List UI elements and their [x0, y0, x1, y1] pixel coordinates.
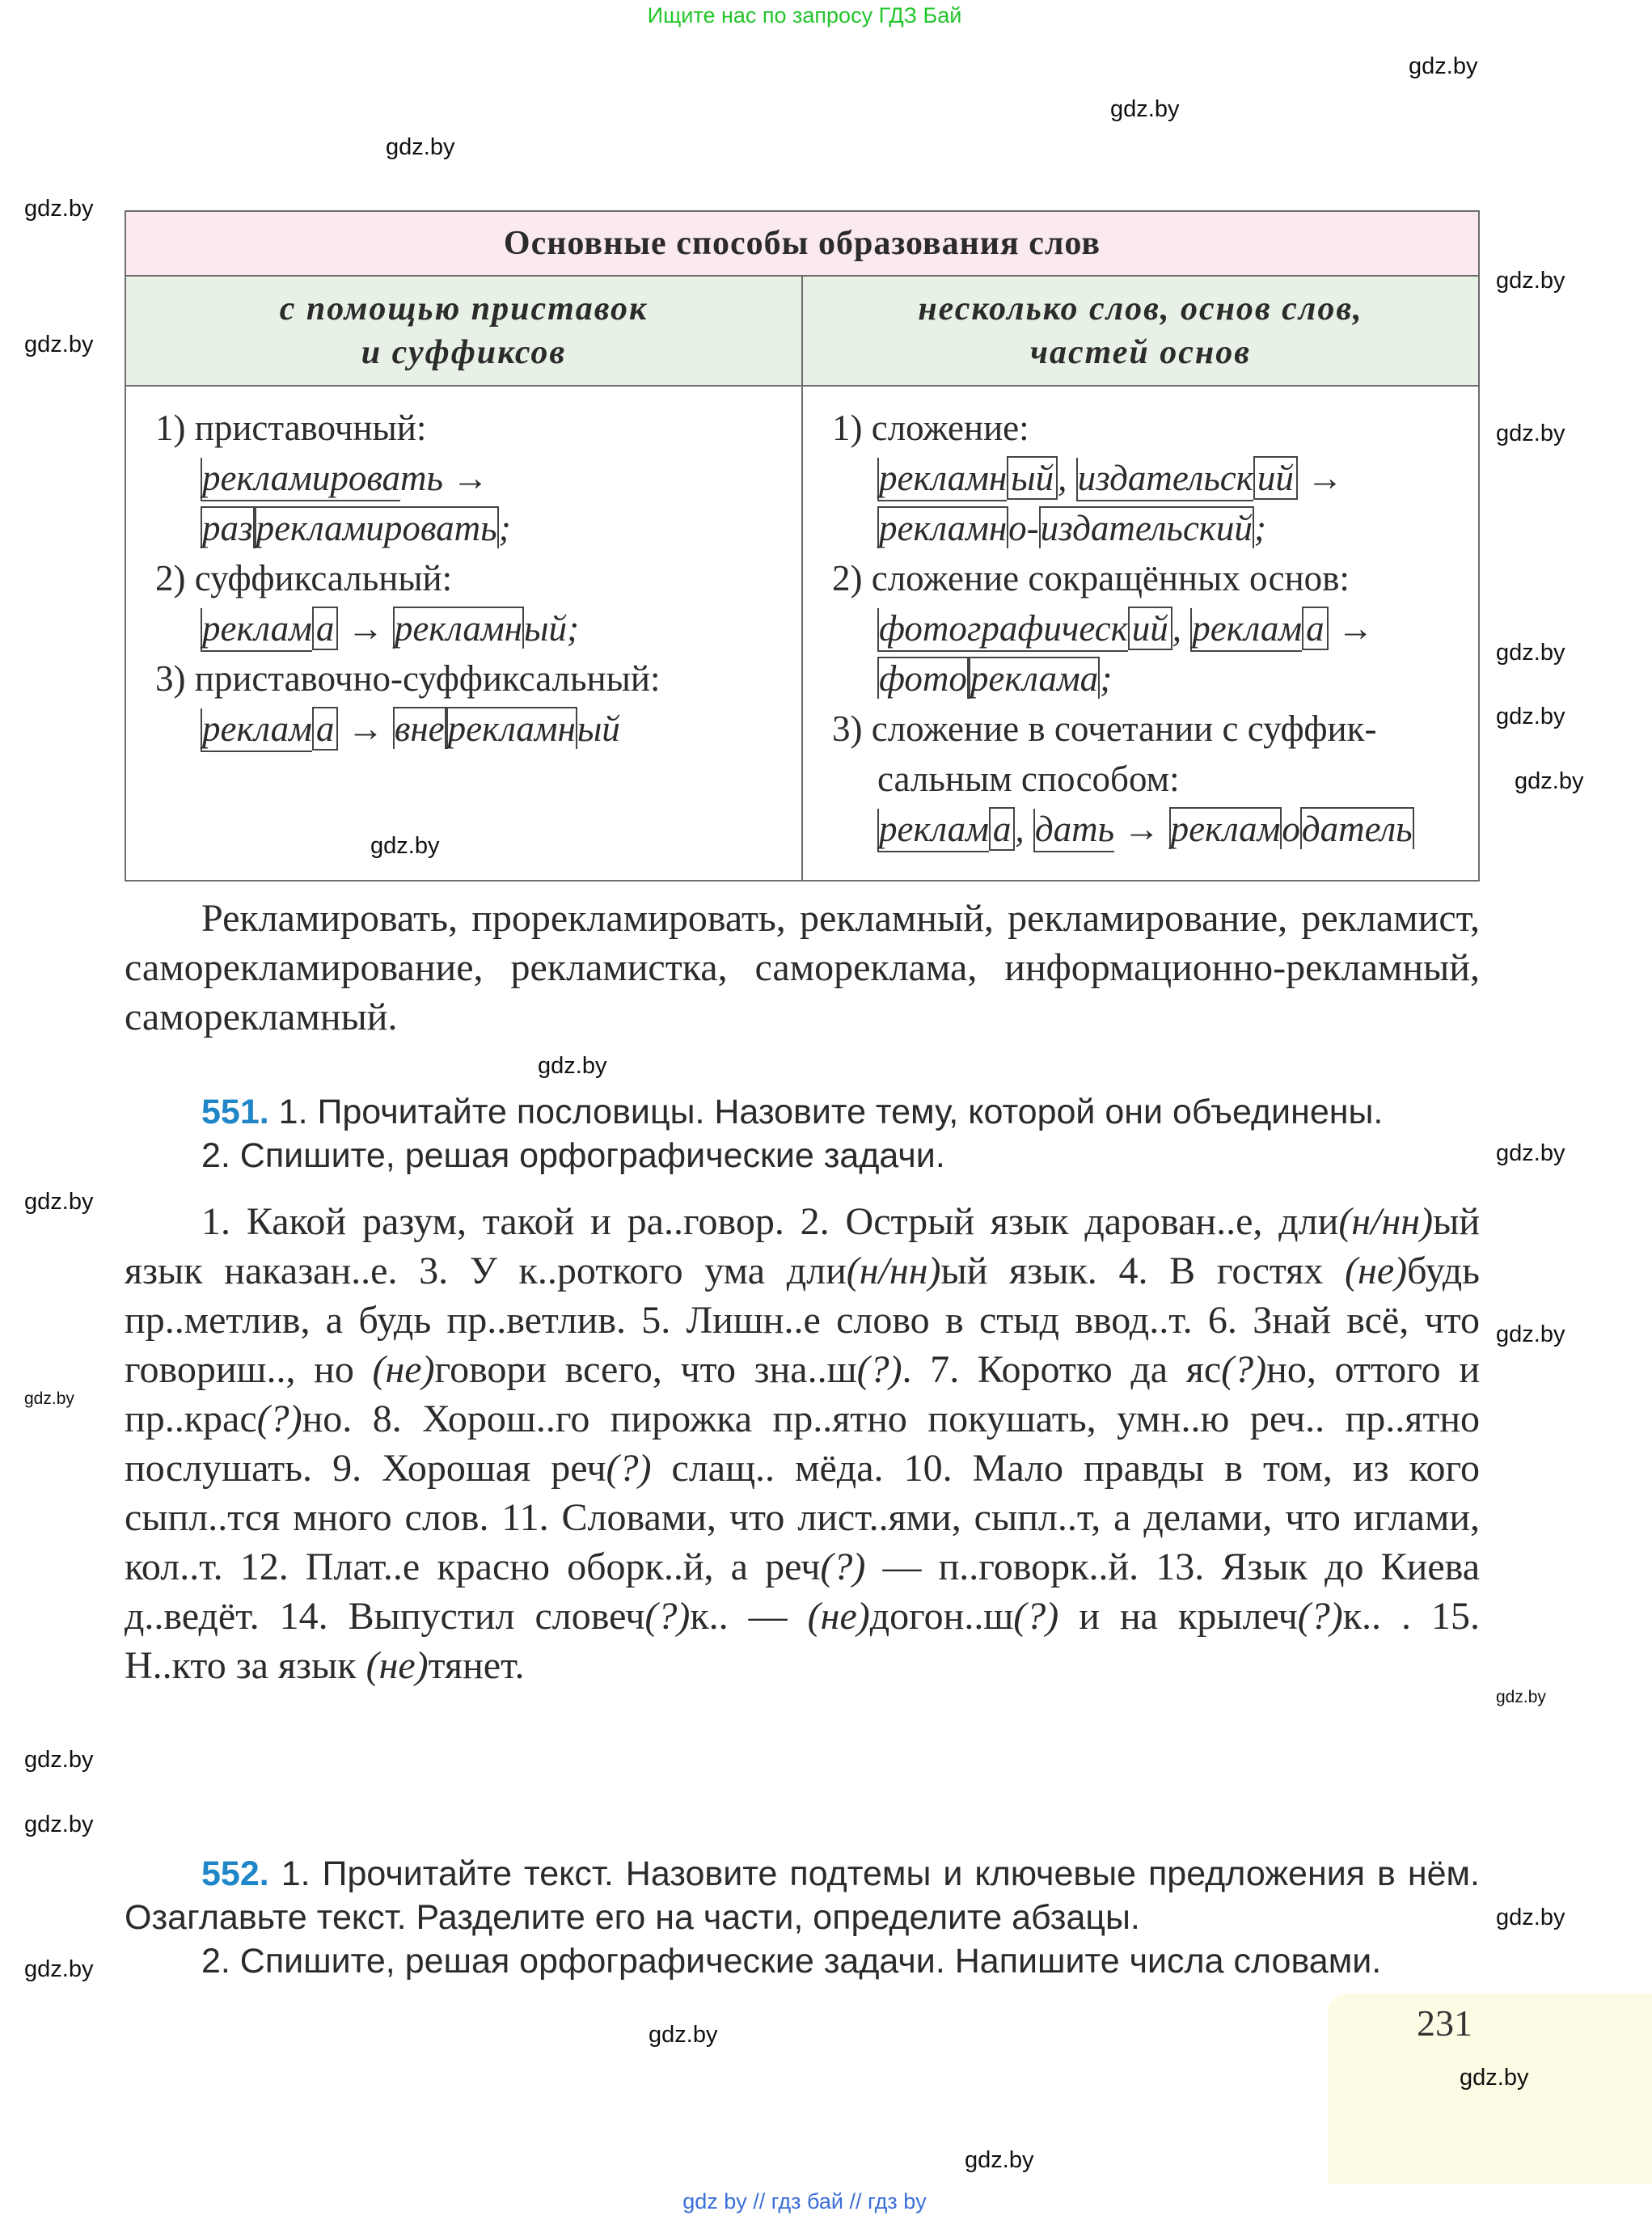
proverb-text: слащ.. мёда. 10. Мало правды в том, из кого сыпл..тся много слов. 11. Словами, что лист..ями, сыпл..т, а делами, что иглами, кол..т. 12. Плат..е красно оборк..й, а реч [125, 1447, 1480, 1588]
example-text: ; [1253, 508, 1266, 548]
example-text: , [1172, 608, 1191, 649]
example-text: ый [577, 708, 620, 749]
example-line [832, 653, 1478, 704]
watermark: gdz.by [1496, 268, 1565, 294]
proverb-text: . 7. Коротко да яс [902, 1348, 1222, 1391]
spelling-hint: (?) [256, 1397, 302, 1440]
example-text: , [1015, 809, 1033, 849]
method-label: 3) приставочно-суффиксальный: [155, 658, 661, 699]
proverb-text: догон..ш [869, 1595, 1014, 1638]
word-base: издательск [1076, 458, 1253, 501]
spelling-hint: (?) [1013, 1595, 1059, 1638]
ending-box: ий [1253, 456, 1298, 500]
example-text: о [1282, 809, 1300, 849]
morpheme-mark: рекламн [394, 608, 522, 649]
spelling-hint: (?) [644, 1595, 691, 1638]
ending-box: а [989, 807, 1016, 851]
proverb-text: к.. . 15. Н..кто за язык [125, 1595, 1481, 1687]
watermark: gdz.by [1496, 1905, 1565, 1930]
method-label: 1) сложение: [832, 408, 1029, 448]
exercise-number: 552. [201, 1854, 269, 1893]
method-label: 2) суффиксальный: [155, 558, 453, 598]
watermark: gdz.by [538, 1053, 607, 1079]
watermark: gdz.by [24, 1956, 94, 1982]
header-line: с помощью приставок [279, 290, 649, 328]
proverb-text: будь пр..метлив, а будь пр..ветлив. 5. Лишн..е слово в стыд ввод..т. 6. Знай всё, что говориш.., но [125, 1249, 1481, 1391]
proverb-text: ый язык. 4. В гостях [940, 1249, 1346, 1292]
ending-box: а [312, 607, 339, 650]
example-text: ; [1100, 658, 1113, 699]
table-title: Основные способы образования слов [125, 211, 1479, 276]
morpheme-mark: реклам [1170, 809, 1281, 849]
header-line: частей основ [1029, 334, 1252, 371]
example-text: ть [400, 458, 444, 498]
ending-box: ий [1128, 607, 1172, 650]
footer-links[interactable]: gdz by // гдз бай // гдз by [682, 2189, 927, 2213]
example-text: → [443, 458, 489, 498]
example-text: о- [1008, 508, 1039, 548]
word-base: реклам [201, 708, 312, 752]
word-base: фотографическ [877, 608, 1128, 652]
proverb-text: говори всего, что зна..ш [434, 1348, 857, 1391]
example-line [832, 453, 1478, 503]
watermark: gdz.by [24, 332, 94, 357]
watermark: gdz.by [24, 1389, 74, 1408]
proverb-text: 1. Какой разум, такой и ра..говор. 2. Острый язык дарован..е, дли [201, 1200, 1339, 1243]
method-label: 2) сложение сокращённых основ: [832, 558, 1350, 598]
exercise-551-task [125, 1090, 1480, 1178]
proverb-text: но. 8. Хорош..го пирожка пр..ятно покушать, умн..ю реч.. пр..ятно послушать. 9. Хорошая реч [125, 1397, 1480, 1490]
word-base: реклам [1190, 608, 1302, 652]
watermark: gdz.by [1496, 1688, 1546, 1706]
spelling-hint: (?) [1297, 1595, 1343, 1638]
example-text: → [338, 608, 393, 649]
example-text: , [1058, 458, 1076, 498]
col-header-affixes [125, 276, 802, 386]
proverb-text: к.. — [690, 1595, 808, 1638]
morpheme-mark: фото [879, 658, 967, 699]
watermark: gdz.by [965, 2147, 1034, 2173]
watermark: gdz.by [1496, 704, 1565, 729]
example-text: ; [498, 508, 511, 548]
watermark: gdz.by [1460, 2065, 1529, 2091]
spelling-hint: (?) [820, 1545, 866, 1588]
spelling-hint: (н/нн) [1338, 1200, 1434, 1243]
watermark: gdz.by [24, 1189, 94, 1215]
example-line [832, 804, 1478, 854]
watermark: gdz.by [24, 1812, 94, 1837]
spelling-hint: (не) [807, 1595, 870, 1638]
spelling-hint: (н/нн) [846, 1249, 941, 1292]
watermark: gdz.by [1496, 640, 1565, 666]
word-base: реклам [201, 608, 312, 652]
word-base: рекламн [877, 458, 1007, 501]
morpheme-mark: раз [202, 508, 253, 548]
watermark: gdz.by [1515, 768, 1584, 794]
watermark: gdz.by [386, 134, 455, 160]
word-base: рекламирова [201, 458, 400, 501]
method-label: 1) приставочный: [155, 408, 427, 448]
spelling-hint: (не) [372, 1348, 435, 1391]
header-line: несколько слов, основ слов, [918, 290, 1363, 328]
proverbs-text [125, 1197, 1480, 1690]
morpheme-mark: реклама [970, 658, 1099, 699]
watermark: gdz.by [1496, 1321, 1565, 1347]
method-label: сальным способом: [877, 759, 1180, 799]
compounding-methods [802, 386, 1479, 881]
example-line [155, 503, 801, 553]
watermark: gdz.by [1496, 1140, 1565, 1166]
header-line: и суффиксов [361, 334, 567, 371]
morpheme-mark: рекламн [447, 708, 576, 749]
spelling-hint: (?) [856, 1348, 902, 1391]
example-text: → [1328, 608, 1374, 649]
example-text: → [338, 708, 393, 749]
col-header-compounding [802, 276, 1479, 386]
exercise-number: 551. [201, 1093, 269, 1131]
proverb-text: но, оттого и пр..крас [125, 1348, 1481, 1440]
proverb-text: тянет. [428, 1644, 525, 1687]
example-line [832, 503, 1478, 553]
search-banner[interactable]: Ищите нас по запросу ГДЗ Бай [647, 3, 962, 27]
watermark: gdz.by [1496, 421, 1565, 446]
example-line [832, 603, 1478, 653]
word-base: дать [1033, 809, 1114, 852]
spelling-hint: (?) [1221, 1348, 1267, 1391]
word-formation-table [125, 210, 1480, 882]
example-text: ый; [523, 608, 579, 649]
task-text: 2. Спишите, решая орфографические задачи. [201, 1136, 945, 1175]
example-line [155, 704, 801, 754]
proverb-text: и на крылеч [1058, 1595, 1298, 1638]
ending-box: а [1302, 607, 1329, 650]
affixation-methods [125, 386, 802, 881]
watermark: gdz.by [24, 196, 94, 222]
watermark: gdz.by [370, 833, 440, 859]
morpheme-mark: рекламн [879, 508, 1008, 548]
spelling-hint: (не) [365, 1644, 429, 1687]
task-text: 2. Спишите, решая орфографические задачи. Напишите числа словами. [201, 1942, 1382, 1981]
ending-box: а [312, 707, 339, 750]
morpheme-mark: датель [1301, 809, 1413, 849]
example-line [155, 603, 801, 653]
morpheme-mark: вне [394, 708, 445, 749]
word-list: Рекламировать, прорекламировать, рекламный, рекламирование, рекламист, саморекламирование, рекламистка, самореклама, информационно-рекламный, саморекламный. [125, 897, 1480, 1038]
watermark: gdz.by [1110, 96, 1180, 122]
task-text: 1. Прочитайте текст. Назовите подтемы и ключевые предложения в нём. Озаглавьте текст. Разделите его на части, определите абзацы. [125, 1854, 1480, 1937]
page-number: 231 [1417, 2002, 1472, 2044]
example-line [155, 453, 801, 503]
spelling-hint: (не) [1345, 1249, 1408, 1292]
watermark: gdz.by [649, 2022, 718, 2048]
ending-box: ый [1007, 456, 1058, 500]
watermark: gdz.by [1409, 53, 1478, 79]
morpheme-mark: издательский [1040, 508, 1253, 548]
word-base: реклам [877, 809, 989, 852]
task-text: 1. Прочитайте пословицы. Назовите тему, которой они объединены. [268, 1093, 1384, 1131]
example-text: → [1297, 458, 1344, 498]
proverb-text: — п..говорк..й. 13. Язык до Киева д..ведёт. 14. Выпустил словеч [125, 1545, 1480, 1638]
morpheme-mark: рекламировать [256, 508, 497, 548]
example-text: → [1114, 809, 1169, 849]
spelling-hint: (?) [606, 1447, 652, 1490]
watermark: gdz.by [24, 1747, 94, 1773]
proverb-text: ый язык наказан..е. 3. У к..роткого ума дли [125, 1200, 1480, 1292]
method-label: 3) сложение в сочетании с суффик- [832, 708, 1377, 749]
exercise-552-task [125, 1852, 1480, 1983]
